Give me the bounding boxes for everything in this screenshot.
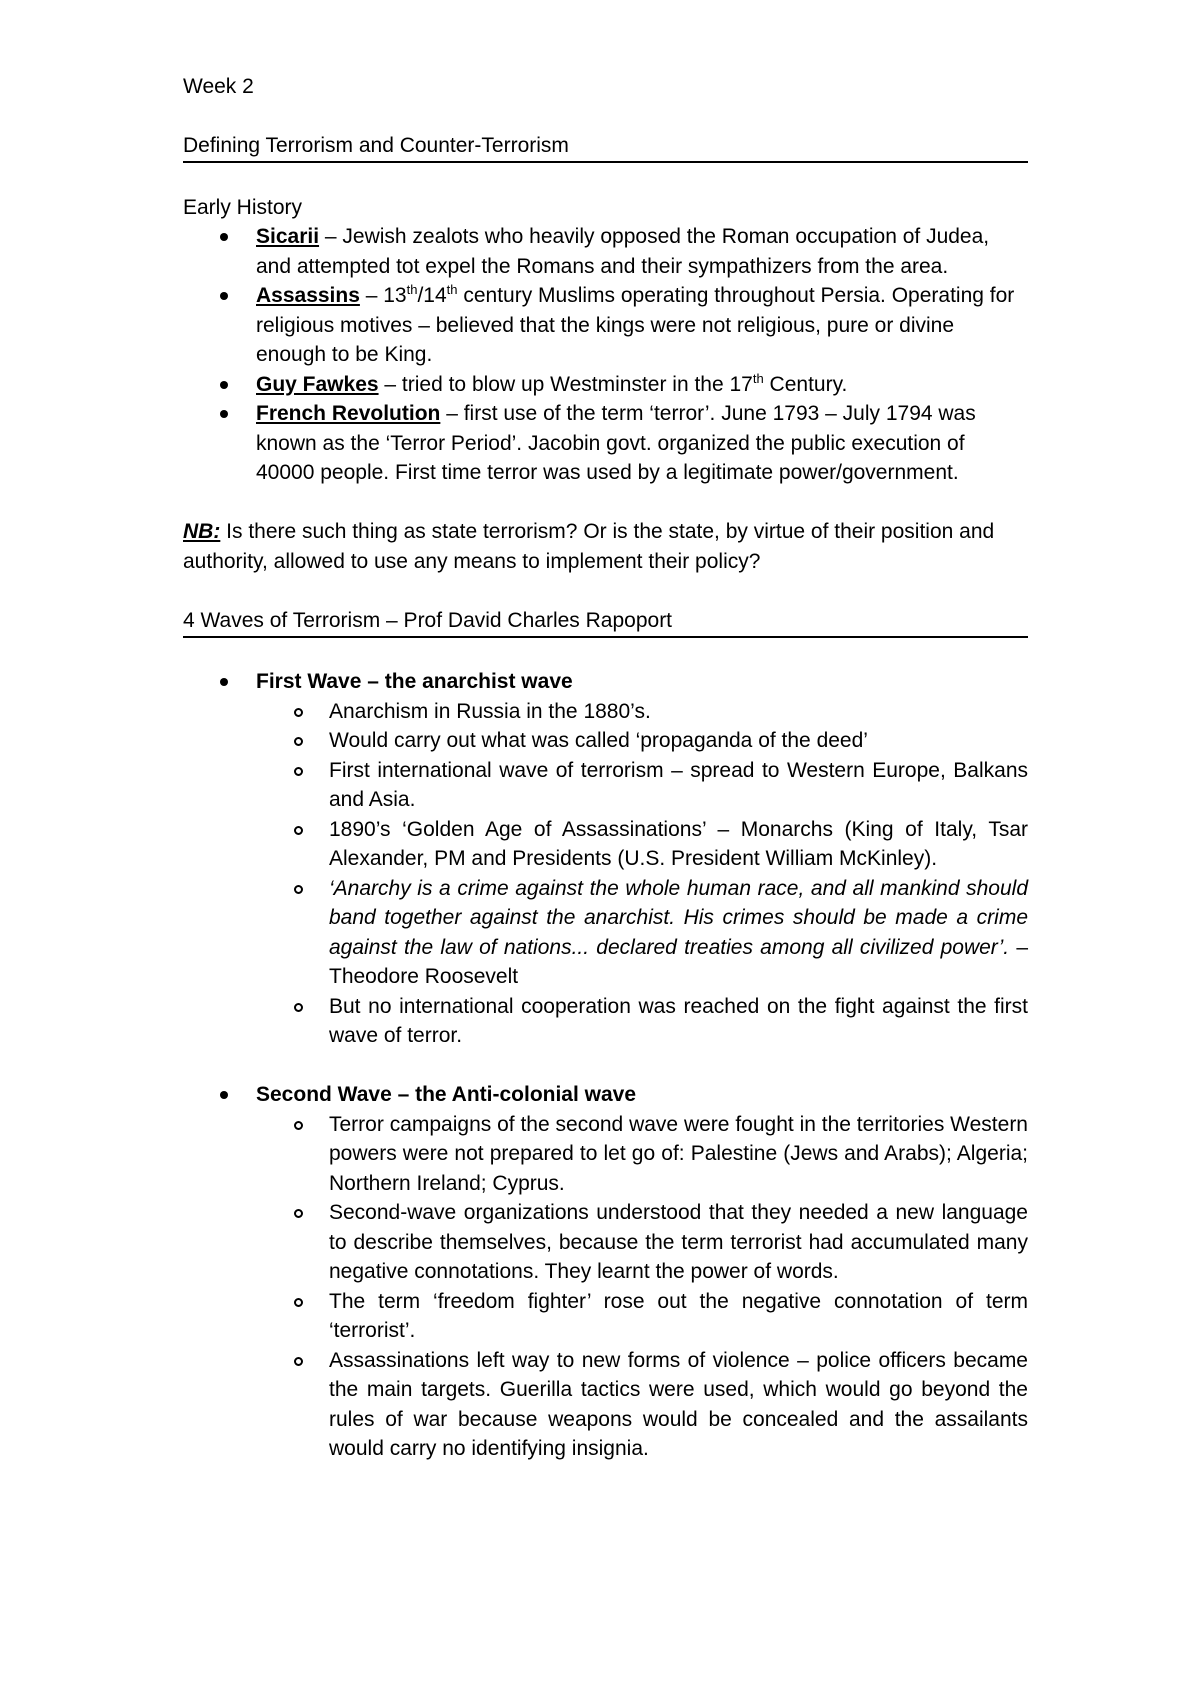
waves-list-2 bbox=[183, 1080, 1028, 1110]
list-item: But no international cooperation was reached on the fight against the first wave of terror. bbox=[183, 992, 1028, 1051]
term-guy-fawkes: Guy Fawkes bbox=[256, 372, 379, 396]
first-wave-points bbox=[183, 697, 1028, 1051]
list-item: Second-wave organizations understood that they needed a new language to describe themselves, because the term terrorist had accumulated many negative connotations. They learnt the power of words. bbox=[183, 1198, 1028, 1287]
first-wave-heading: First Wave – the anarchist wave bbox=[183, 667, 1028, 697]
roosevelt-quote: ‘Anarchy is a crime against the whole human race, and all mankind should band together against the anarchist. His crimes should be made a crime against the law of nations... declared treaties among all civilized power’. – Theodore Roosevelt bbox=[183, 874, 1028, 992]
early-history-heading: Early History bbox=[183, 195, 303, 219]
term-sicarii: Sicarii bbox=[256, 225, 320, 248]
week-label: Week 2 bbox=[183, 75, 254, 98]
list-item-assassins: Assassins – 13th/14th century Muslims operating throughout Persia. Operating for religious motives – believed that the kings were not religious, pure or divine enough to be King. bbox=[183, 281, 1028, 370]
list-item-french-revolution: French Revolution – first use of the term ‘terror’. June 1793 – July 1794 was known as the ‘Terror Period’. Jacobin govt. organized the public execution of 40000 people. First time terror was used by a legitimate power/government. bbox=[183, 399, 1028, 488]
term-french-revolution: French Revolution bbox=[256, 402, 441, 425]
list-item-sicarii: Sicarii – Jewish zealots who heavily opposed the Roman occupation of Judea, and attempted tot expel the Romans and their sympathizers from the area. bbox=[183, 222, 1028, 281]
list-item: Assassinations left way to new forms of violence – police officers became the main targets. Guerilla tactics were used, which would go beyond the rules of war because weapons would be concealed and the assailants would carry no identifying insignia. bbox=[183, 1346, 1028, 1464]
second-wave-heading: Second Wave – the Anti-colonial wave bbox=[183, 1080, 1028, 1110]
list-item-guy-fawkes: Guy Fawkes – tried to blow up Westminster in the 17th Century. bbox=[183, 370, 1028, 400]
list-item: Anarchism in Russia in the 1880’s. bbox=[183, 697, 1028, 727]
page-title: Defining Terrorism and Counter-Terrorism bbox=[183, 131, 1028, 163]
document-body bbox=[183, 72, 1028, 1464]
list-item: First international wave of terrorism – spread to Western Europe, Balkans and Asia. bbox=[183, 756, 1028, 815]
nb-label: NB: bbox=[183, 520, 221, 543]
waves-list bbox=[183, 667, 1028, 697]
list-item: Would carry out what was called ‘propaganda of the deed’ bbox=[183, 726, 1028, 756]
list-item: Terror campaigns of the second wave were fought in the territories Western powers were not prepared to let go of: Palestine (Jews and Arabs); Algeria; Northern Ireland; Cyprus. bbox=[183, 1110, 1028, 1199]
list-item: 1890’s ‘Golden Age of Assassinations’ – Monarchs (King of Italy, Tsar Alexander, PM and Presidents (U.S. President William McKinley). bbox=[183, 815, 1028, 874]
waves-title: 4 Waves of Terrorism – Prof David Charles Rapoport bbox=[183, 606, 1028, 638]
term-assassins: Assassins bbox=[256, 284, 360, 307]
early-history-list bbox=[183, 222, 1028, 488]
second-wave-points bbox=[183, 1110, 1028, 1464]
list-item: The term ‘freedom fighter’ rose out the negative connotation of term ‘terrorist’. bbox=[183, 1287, 1028, 1346]
nb-note: NB: Is there such thing as state terrorism? Or is the state, by virtue of their position and authority, allowed to use any means to implement their policy? bbox=[183, 520, 995, 573]
